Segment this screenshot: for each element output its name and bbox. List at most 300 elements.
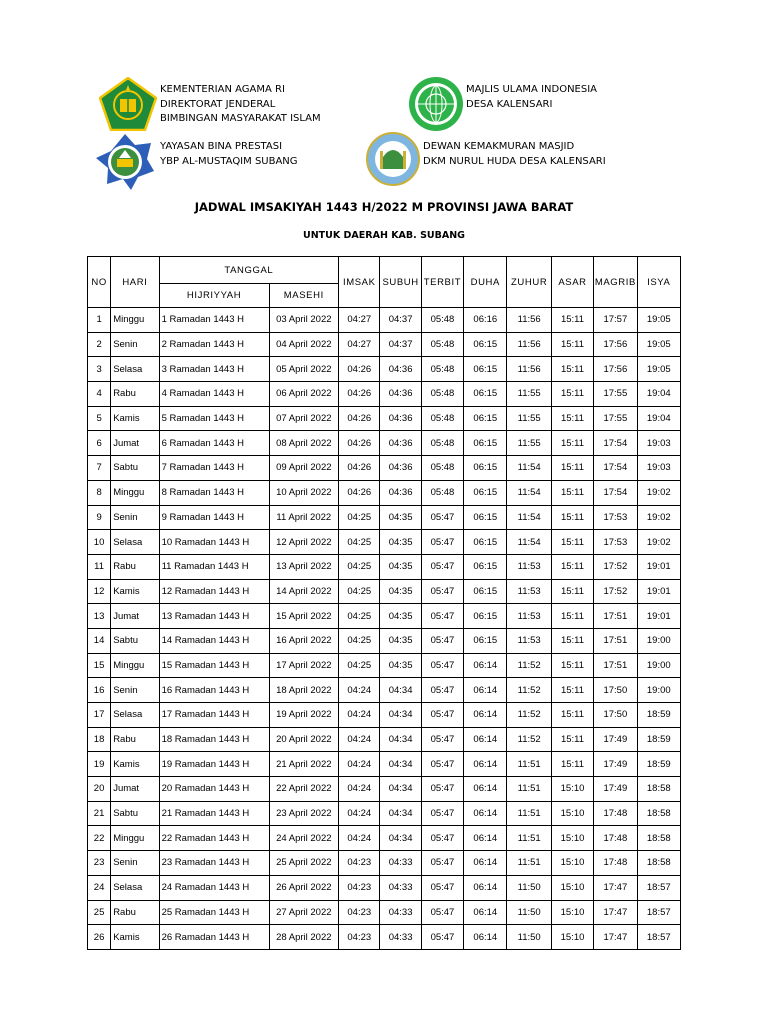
cell-asar: 15:11 [551,308,593,333]
cell-terbit: 05:48 [421,357,463,382]
cell-isya: 19:05 [637,357,680,382]
table-row [88,554,681,579]
table-row [88,851,681,876]
header-no: NO [88,257,111,308]
cell-magrib: 17:47 [594,875,637,900]
cell-subuh: 04:35 [380,530,421,555]
cell-terbit: 05:47 [421,653,463,678]
cell-hari: Senin [111,505,159,530]
cell-subuh: 04:35 [380,554,421,579]
cell-magrib: 17:51 [594,628,637,653]
cell-imsak: 04:26 [339,480,380,505]
cell-duha: 06:15 [464,406,507,431]
schedule-table [87,256,681,950]
cell-magrib: 17:49 [594,752,637,777]
cell-hijriyyah: 10 Ramadan 1443 H [159,530,269,555]
cell-isya: 19:01 [637,604,680,629]
cell-imsak: 04:24 [339,801,380,826]
cell-duha: 06:14 [464,826,507,851]
cell-asar: 15:11 [551,628,593,653]
cell-terbit: 05:48 [421,406,463,431]
cell-terbit: 05:47 [421,579,463,604]
cell-terbit: 05:47 [421,801,463,826]
cell-masehi: 19 April 2022 [269,703,339,728]
cell-asar: 15:11 [551,332,593,357]
cell-magrib: 17:54 [594,456,637,481]
cell-no: 11 [88,554,111,579]
cell-zuhur: 11:52 [507,653,551,678]
cell-zuhur: 11:51 [507,826,551,851]
cell-zuhur: 11:53 [507,579,551,604]
table-row [88,875,681,900]
cell-terbit: 05:47 [421,752,463,777]
cell-hari: Minggu [111,308,159,333]
cell-asar: 15:10 [551,801,593,826]
cell-no: 16 [88,678,111,703]
cell-subuh: 04:34 [380,777,421,802]
cell-asar: 15:10 [551,900,593,925]
cell-asar: 15:11 [551,727,593,752]
cell-no: 14 [88,628,111,653]
cell-no: 6 [88,431,111,456]
dkm-logo-icon [366,131,420,187]
cell-no: 12 [88,579,111,604]
cell-imsak: 04:27 [339,332,380,357]
cell-terbit: 05:48 [421,308,463,333]
cell-asar: 15:11 [551,357,593,382]
cell-zuhur: 11:51 [507,801,551,826]
cell-hari: Kamis [111,579,159,604]
cell-masehi: 10 April 2022 [269,480,339,505]
table-row [88,703,681,728]
cell-duha: 06:14 [464,777,507,802]
cell-no: 1 [88,308,111,333]
cell-terbit: 05:48 [421,456,463,481]
cell-asar: 15:10 [551,826,593,851]
cell-terbit: 05:47 [421,530,463,555]
cell-hijriyyah: 11 Ramadan 1443 H [159,554,269,579]
cell-hijriyyah: 2 Ramadan 1443 H [159,332,269,357]
cell-zuhur: 11:50 [507,875,551,900]
header-line: MAJLIS ULAMA INDONESIA [466,84,598,95]
cell-subuh: 04:35 [380,579,421,604]
cell-subuh: 04:34 [380,801,421,826]
cell-duha: 06:15 [464,357,507,382]
cell-hijriyyah: 18 Ramadan 1443 H [159,727,269,752]
cell-isya: 19:04 [637,406,680,431]
cell-imsak: 04:27 [339,308,380,333]
cell-isya: 18:57 [637,875,680,900]
header-magrib: MAGRIB [594,257,637,308]
cell-masehi: 07 April 2022 [269,406,339,431]
cell-duha: 06:15 [464,332,507,357]
cell-hijriyyah: 24 Ramadan 1443 H [159,875,269,900]
cell-hijriyyah: 3 Ramadan 1443 H [159,357,269,382]
cell-zuhur: 11:51 [507,851,551,876]
cell-masehi: 24 April 2022 [269,826,339,851]
cell-imsak: 04:24 [339,826,380,851]
cell-zuhur: 11:56 [507,332,551,357]
cell-masehi: 11 April 2022 [269,505,339,530]
cell-zuhur: 11:51 [507,752,551,777]
cell-hari: Jumat [111,431,159,456]
cell-masehi: 23 April 2022 [269,801,339,826]
cell-terbit: 05:47 [421,777,463,802]
cell-magrib: 17:54 [594,431,637,456]
cell-isya: 18:58 [637,801,680,826]
cell-zuhur: 11:50 [507,925,551,950]
cell-magrib: 17:48 [594,826,637,851]
table-row [88,826,681,851]
cell-masehi: 15 April 2022 [269,604,339,629]
cell-hari: Jumat [111,604,159,629]
cell-no: 26 [88,925,111,950]
cell-duha: 06:15 [464,628,507,653]
cell-no: 19 [88,752,111,777]
cell-no: 4 [88,382,111,407]
cell-masehi: 21 April 2022 [269,752,339,777]
cell-isya: 18:57 [637,900,680,925]
cell-hijriyyah: 7 Ramadan 1443 H [159,456,269,481]
cell-hijriyyah: 26 Ramadan 1443 H [159,925,269,950]
cell-terbit: 05:47 [421,604,463,629]
cell-imsak: 04:25 [339,604,380,629]
cell-terbit: 05:47 [421,851,463,876]
header-line: DIREKTORAT JENDERAL [160,98,276,110]
cell-isya: 18:59 [637,752,680,777]
cell-hijriyyah: 13 Ramadan 1443 H [159,604,269,629]
cell-hijriyyah: 8 Ramadan 1443 H [159,480,269,505]
cell-masehi: 12 April 2022 [269,530,339,555]
cell-hari: Rabu [111,900,159,925]
cell-magrib: 17:50 [594,703,637,728]
cell-subuh: 04:34 [380,703,421,728]
cell-terbit: 05:47 [421,727,463,752]
cell-magrib: 17:48 [594,851,637,876]
cell-isya: 19:03 [637,431,680,456]
cell-isya: 18:59 [637,703,680,728]
table-row [88,801,681,826]
cell-asar: 15:10 [551,851,593,876]
cell-subuh: 04:36 [380,406,421,431]
table-row [88,332,681,357]
cell-asar: 15:11 [551,752,593,777]
cell-asar: 15:11 [551,604,593,629]
cell-subuh: 04:37 [380,308,421,333]
cell-isya: 18:57 [637,925,680,950]
table-row [88,925,681,950]
table-row [88,777,681,802]
cell-subuh: 04:34 [380,678,421,703]
cell-duha: 06:14 [464,875,507,900]
cell-subuh: 04:36 [380,431,421,456]
cell-masehi: 05 April 2022 [269,357,339,382]
cell-subuh: 04:36 [380,480,421,505]
cell-hari: Sabtu [111,456,159,481]
table-row [88,604,681,629]
cell-magrib: 17:52 [594,554,637,579]
cell-no: 17 [88,703,111,728]
cell-hari: Kamis [111,406,159,431]
cell-hijriyyah: 9 Ramadan 1443 H [159,505,269,530]
kemenag-logo-icon [99,77,157,131]
header-right-bottom [423,140,606,169]
cell-isya: 19:00 [637,653,680,678]
cell-masehi: 28 April 2022 [269,925,339,950]
cell-duha: 06:15 [464,456,507,481]
cell-duha: 06:14 [464,752,507,777]
cell-terbit: 05:47 [421,925,463,950]
cell-asar: 15:10 [551,925,593,950]
cell-no: 3 [88,357,111,382]
cell-asar: 15:11 [551,406,593,431]
cell-zuhur: 11:53 [507,604,551,629]
cell-duha: 06:14 [464,851,507,876]
header-left-bottom [160,140,298,169]
cell-hijriyyah: 14 Ramadan 1443 H [159,628,269,653]
cell-imsak: 04:24 [339,678,380,703]
cell-masehi: 17 April 2022 [269,653,339,678]
header-isya: ISYA [637,257,680,308]
table-row [88,357,681,382]
cell-imsak: 04:26 [339,382,380,407]
cell-hijriyyah: 16 Ramadan 1443 H [159,678,269,703]
header-line: KEMENTERIAN AGAMA RI [160,84,285,95]
cell-duha: 06:15 [464,480,507,505]
cell-hijriyyah: 22 Ramadan 1443 H [159,826,269,851]
cell-terbit: 05:48 [421,382,463,407]
cell-zuhur: 11:56 [507,308,551,333]
cell-terbit: 05:47 [421,505,463,530]
cell-no: 20 [88,777,111,802]
cell-duha: 06:14 [464,727,507,752]
cell-hijriyyah: 19 Ramadan 1443 H [159,752,269,777]
cell-imsak: 04:23 [339,875,380,900]
cell-isya: 18:59 [637,727,680,752]
page-title: JADWAL IMSAKIYAH 1443 H/2022 M PROVINSI JAWA BARAT [194,200,574,214]
cell-hijriyyah: 25 Ramadan 1443 H [159,900,269,925]
cell-zuhur: 11:53 [507,554,551,579]
cell-hari: Minggu [111,480,159,505]
cell-zuhur: 11:56 [507,357,551,382]
cell-hijriyyah: 4 Ramadan 1443 H [159,382,269,407]
header-imsak: IMSAK [339,257,380,308]
cell-magrib: 17:50 [594,678,637,703]
cell-imsak: 04:25 [339,530,380,555]
cell-zuhur: 11:55 [507,382,551,407]
cell-magrib: 17:49 [594,777,637,802]
cell-asar: 15:11 [551,431,593,456]
cell-subuh: 04:34 [380,752,421,777]
cell-no: 21 [88,801,111,826]
cell-terbit: 05:47 [421,900,463,925]
cell-hari: Rabu [111,382,159,407]
cell-no: 23 [88,851,111,876]
header-line: YBP AL-MUSTAQIM SUBANG [160,155,298,167]
cell-imsak: 04:25 [339,579,380,604]
table-row [88,752,681,777]
cell-terbit: 05:48 [421,480,463,505]
cell-terbit: 05:47 [421,875,463,900]
cell-hijriyyah: 15 Ramadan 1443 H [159,653,269,678]
cell-masehi: 04 April 2022 [269,332,339,357]
cell-subuh: 04:36 [380,456,421,481]
cell-subuh: 04:36 [380,357,421,382]
header-line: DEWAN KEMAKMURAN MASJID [423,141,575,152]
cell-zuhur: 11:55 [507,406,551,431]
table-row [88,431,681,456]
cell-imsak: 04:25 [339,554,380,579]
table-row [88,900,681,925]
cell-imsak: 04:26 [339,357,380,382]
cell-imsak: 04:25 [339,505,380,530]
cell-magrib: 17:56 [594,357,637,382]
cell-hari: Kamis [111,752,159,777]
cell-zuhur: 11:52 [507,703,551,728]
cell-masehi: 26 April 2022 [269,875,339,900]
table-row [88,628,681,653]
cell-hari: Selasa [111,875,159,900]
cell-magrib: 17:53 [594,505,637,530]
cell-imsak: 04:26 [339,431,380,456]
cell-no: 24 [88,875,111,900]
cell-masehi: 16 April 2022 [269,628,339,653]
cell-magrib: 17:48 [594,801,637,826]
cell-isya: 19:05 [637,308,680,333]
cell-terbit: 05:47 [421,628,463,653]
cell-isya: 19:02 [637,530,680,555]
cell-imsak: 04:23 [339,900,380,925]
cell-subuh: 04:33 [380,875,421,900]
cell-no: 13 [88,604,111,629]
cell-isya: 19:00 [637,628,680,653]
cell-imsak: 04:24 [339,727,380,752]
cell-magrib: 17:49 [594,727,637,752]
cell-subuh: 04:35 [380,505,421,530]
header-right-top [466,83,597,112]
cell-hari: Senin [111,851,159,876]
cell-subuh: 04:34 [380,826,421,851]
cell-isya: 19:04 [637,382,680,407]
cell-magrib: 17:52 [594,579,637,604]
header-hijriyyah: HIJRIYYAH [159,284,269,308]
cell-no: 25 [88,900,111,925]
cell-magrib: 17:51 [594,653,637,678]
cell-asar: 15:11 [551,480,593,505]
cell-isya: 18:58 [637,851,680,876]
cell-isya: 19:03 [637,456,680,481]
cell-hari: Rabu [111,554,159,579]
header-asar: ASAR [551,257,593,308]
cell-magrib: 17:56 [594,332,637,357]
mui-logo-icon [406,75,466,133]
table-row [88,382,681,407]
cell-no: 10 [88,530,111,555]
cell-imsak: 04:25 [339,653,380,678]
header-line: DKM NURUL HUDA DESA KALENSARI [423,155,606,167]
cell-hari: Selasa [111,357,159,382]
cell-zuhur: 11:54 [507,505,551,530]
cell-hari: Jumat [111,777,159,802]
cell-duha: 06:14 [464,653,507,678]
table-row [88,505,681,530]
cell-imsak: 04:25 [339,628,380,653]
cell-asar: 15:11 [551,678,593,703]
header-duha: DUHA [464,257,507,308]
cell-terbit: 05:47 [421,826,463,851]
cell-duha: 06:14 [464,925,507,950]
cell-hari: Senin [111,332,159,357]
cell-isya: 18:58 [637,826,680,851]
header-tanggal: TANGGAL [159,257,339,284]
cell-no: 22 [88,826,111,851]
page-subtitle: UNTUK DAERAH KAB. SUBANG [303,230,465,241]
header-masehi: MASEHI [269,284,339,308]
cell-zuhur: 11:52 [507,678,551,703]
cell-asar: 15:11 [551,530,593,555]
ybp-logo-icon [95,133,155,191]
cell-duha: 06:15 [464,505,507,530]
cell-duha: 06:15 [464,431,507,456]
cell-duha: 06:14 [464,678,507,703]
cell-asar: 15:10 [551,777,593,802]
cell-masehi: 03 April 2022 [269,308,339,333]
header-zuhur: ZUHUR [507,257,551,308]
cell-subuh: 04:37 [380,332,421,357]
table-row [88,678,681,703]
cell-imsak: 04:23 [339,925,380,950]
cell-subuh: 04:34 [380,727,421,752]
cell-hari: Selasa [111,530,159,555]
header-left-top [160,83,321,127]
cell-zuhur: 11:50 [507,900,551,925]
cell-magrib: 17:47 [594,900,637,925]
cell-subuh: 04:33 [380,900,421,925]
cell-magrib: 17:57 [594,308,637,333]
cell-masehi: 18 April 2022 [269,678,339,703]
cell-hijriyyah: 21 Ramadan 1443 H [159,801,269,826]
table-row [88,530,681,555]
header-line: DESA KALENSARI [466,98,553,110]
cell-terbit: 05:48 [421,431,463,456]
table-row [88,653,681,678]
cell-imsak: 04:24 [339,777,380,802]
cell-zuhur: 11:52 [507,727,551,752]
cell-asar: 15:11 [551,456,593,481]
cell-subuh: 04:36 [380,382,421,407]
cell-imsak: 04:26 [339,456,380,481]
cell-duha: 06:15 [464,604,507,629]
cell-subuh: 04:35 [380,604,421,629]
cell-masehi: 27 April 2022 [269,900,339,925]
cell-magrib: 17:54 [594,480,637,505]
cell-zuhur: 11:51 [507,777,551,802]
cell-masehi: 14 April 2022 [269,579,339,604]
cell-imsak: 04:24 [339,752,380,777]
cell-hari: Minggu [111,826,159,851]
cell-masehi: 08 April 2022 [269,431,339,456]
cell-asar: 15:11 [551,382,593,407]
cell-hijriyyah: 12 Ramadan 1443 H [159,579,269,604]
header-line: BIMBINGAN MASYARAKAT ISLAM [160,113,321,124]
cell-asar: 15:10 [551,875,593,900]
cell-asar: 15:11 [551,554,593,579]
cell-hijriyyah: 17 Ramadan 1443 H [159,703,269,728]
cell-masehi: 13 April 2022 [269,554,339,579]
cell-zuhur: 11:55 [507,431,551,456]
cell-masehi: 09 April 2022 [269,456,339,481]
cell-zuhur: 11:53 [507,628,551,653]
